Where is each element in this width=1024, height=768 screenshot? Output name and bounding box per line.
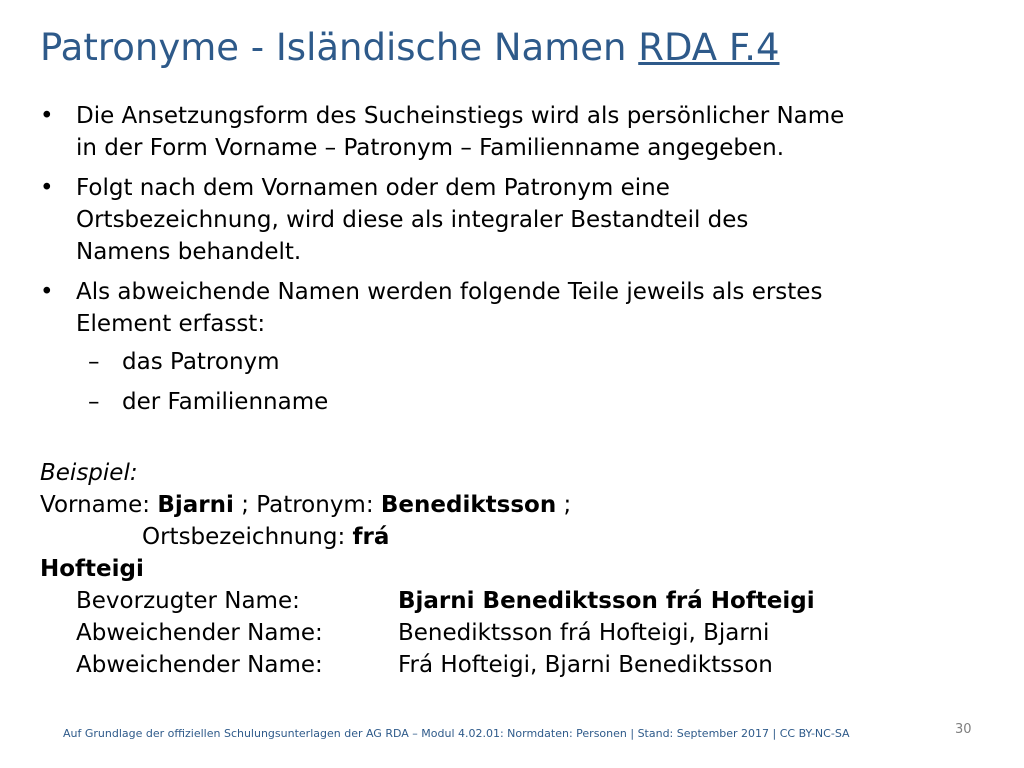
sub-marker: – <box>88 389 100 415</box>
preferred-name-value: Bjarni Benediktsson frá Hofteigi <box>398 588 815 614</box>
preferred-name-label: Bevorzugter Name: <box>76 588 300 614</box>
label-ortsbezeichnung: Ortsbezeichnung: <box>142 524 353 550</box>
example-line-names <box>40 489 1000 521</box>
sub-list <box>76 346 1000 418</box>
label-patronym: ; Patronym: <box>233 492 381 518</box>
separator: ; <box>556 492 572 518</box>
bullet-marker: • <box>40 103 54 129</box>
bullet-list <box>40 100 1000 426</box>
value-place: Hofteigi <box>40 556 144 582</box>
sub-text: das Patronym <box>122 349 280 375</box>
value-patronym: Benediktsson <box>380 492 557 518</box>
example-line-ort <box>40 521 1000 553</box>
sub-marker: – <box>88 349 100 375</box>
example-heading: Beispiel: <box>40 460 138 486</box>
bullet-line: Folgt nach dem Vornamen oder dem Patronym eine <box>76 175 670 201</box>
page-number: 30 <box>955 722 972 737</box>
variant-name-label: Abweichender Name: <box>76 620 323 646</box>
footer-text: Auf Grundlage der offiziellen Schulungsunterlagen der AG RDA – Modul 4.02.01: Normdaten: Personen | Stand: September 2017 | CC BY-NC-SA <box>63 727 850 740</box>
rda-f4-link[interactable]: RDA F.4 <box>638 26 780 69</box>
bullet-line: Die Ansetzungsform des Sucheinstiegs wird als persönlicher Name <box>76 103 845 129</box>
bullet-item <box>40 276 1000 418</box>
page-title <box>40 26 780 69</box>
variant-name-label: Abweichender Name: <box>76 652 323 678</box>
bullet-line: Als abweichende Namen werden folgende Teile jeweils als erstes <box>76 279 823 305</box>
preferred-name-row <box>40 585 1000 617</box>
value-vorname: Bjarni <box>157 492 234 518</box>
sub-text: der Familienname <box>122 389 329 415</box>
label-vorname: Vorname: <box>40 492 158 518</box>
bullet-line: Ortsbezeichnung, wird diese als integraler Bestandteil des <box>76 207 749 233</box>
sub-item <box>76 346 1000 378</box>
bullet-item <box>40 100 1000 164</box>
bullet-marker: • <box>40 279 54 305</box>
variant-name-value: Frá Hofteigi, Bjarni Benediktsson <box>398 652 773 678</box>
bullet-line: Element erfasst: <box>76 311 266 337</box>
sub-item <box>76 386 1000 418</box>
variant-name-row <box>40 617 1000 649</box>
bullet-item <box>40 172 1000 268</box>
example-block <box>40 457 1000 681</box>
variant-name-value: Benediktsson frá Hofteigi, Bjarni <box>398 620 770 646</box>
bullet-line: Namens behandelt. <box>76 239 302 265</box>
example-line-place <box>40 553 1000 585</box>
bullet-line: in der Form Vorname – Patronym – Familienname angegeben. <box>76 135 785 161</box>
value-ortsbezeichnung: frá <box>352 524 390 550</box>
title-text: Patronyme - Isländische Namen <box>40 26 627 69</box>
variant-name-row <box>40 649 1000 681</box>
bullet-marker: • <box>40 175 54 201</box>
